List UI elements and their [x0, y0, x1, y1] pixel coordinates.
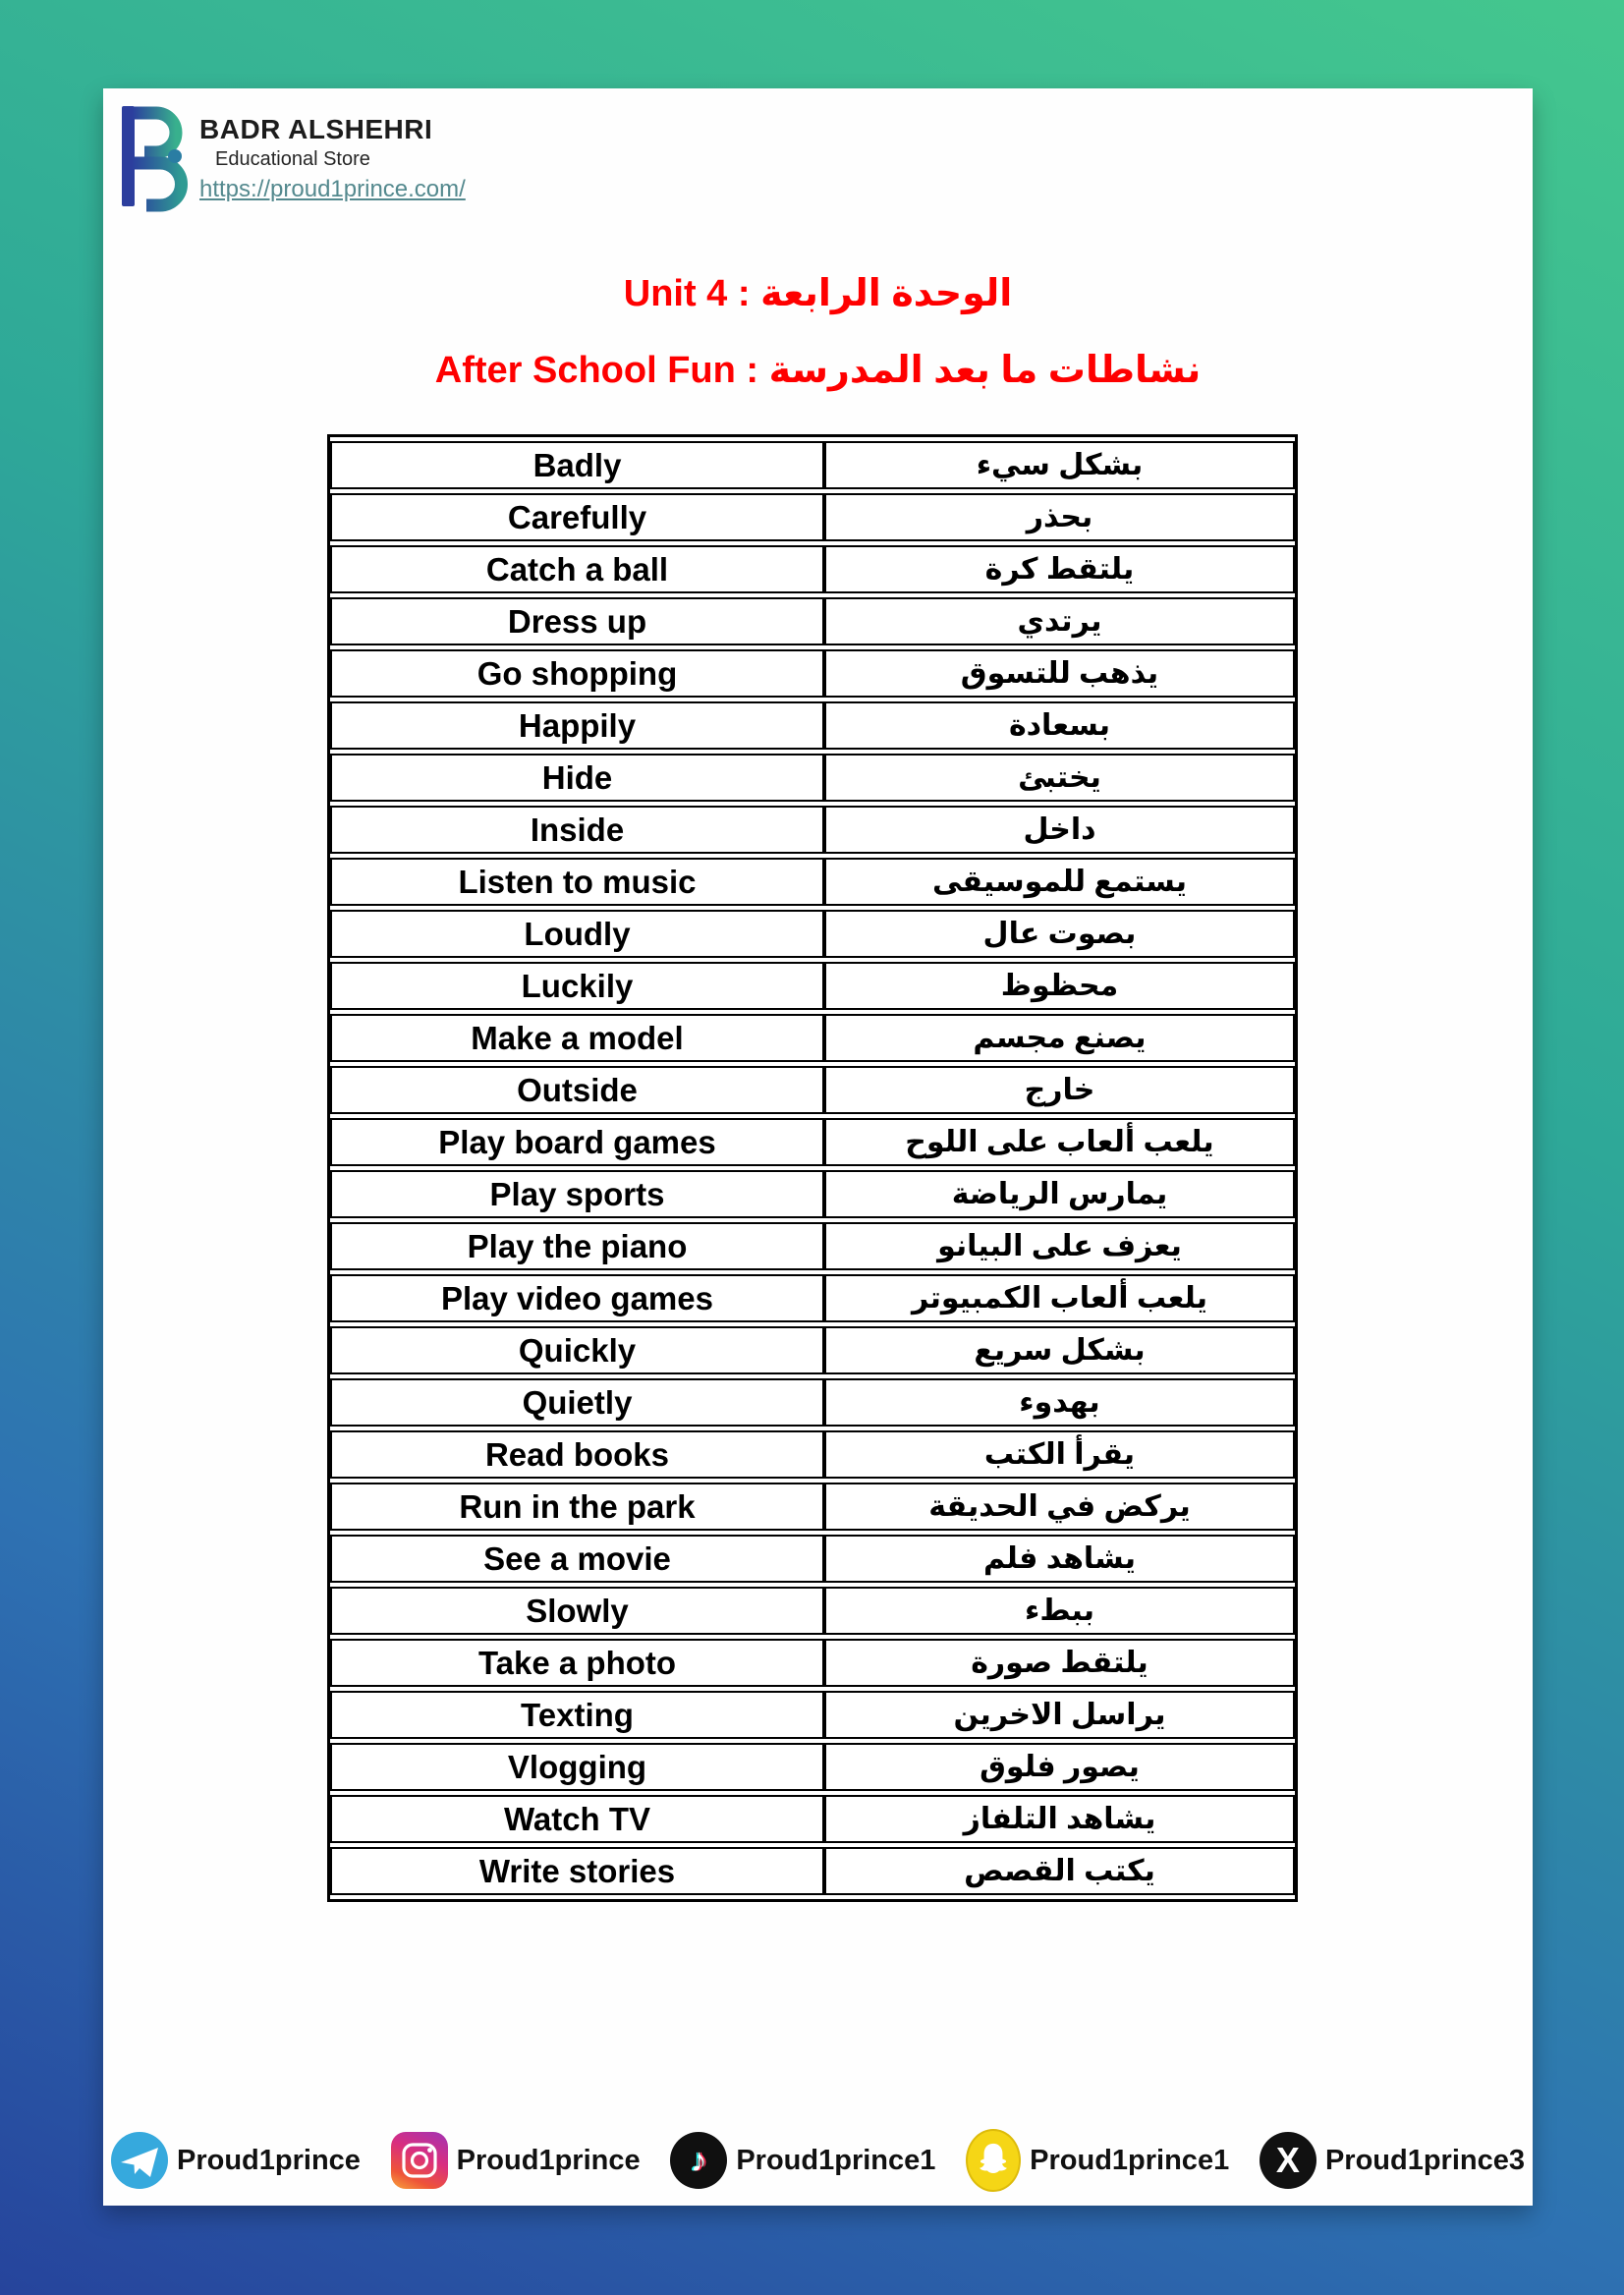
- english-term: Catch a ball: [330, 545, 824, 593]
- english-term: Read books: [330, 1430, 824, 1479]
- arabic-translation: يعزف على البيانو: [824, 1222, 1295, 1270]
- vocab-table-body: [330, 441, 1295, 1895]
- table-row: [330, 597, 1295, 645]
- english-term: Quickly: [330, 1326, 824, 1374]
- table-row: [330, 701, 1295, 750]
- x-handle: Proud1prince3: [1324, 2144, 1525, 2176]
- english-term: Write stories: [330, 1847, 824, 1895]
- table-row: [330, 754, 1295, 802]
- arabic-translation: يلتقط كرة: [824, 545, 1295, 593]
- table-row: [330, 1639, 1295, 1687]
- table-row: [330, 1326, 1295, 1374]
- english-term: Dress up: [330, 597, 824, 645]
- table-row: [330, 1743, 1295, 1791]
- arabic-translation: يلعب ألعاب الكمبيوتر: [824, 1274, 1295, 1322]
- table-row: [330, 1222, 1295, 1270]
- table-row: [330, 1274, 1295, 1322]
- english-term: Play board games: [330, 1118, 824, 1166]
- arabic-translation: بسعادة: [824, 701, 1295, 750]
- arabic-translation: يصنع مجسم: [824, 1014, 1295, 1062]
- brand-subtitle: Educational Store: [215, 148, 370, 170]
- telegram-icon: [111, 2132, 168, 2189]
- english-term: Run in the park: [330, 1483, 824, 1531]
- table-row: [330, 1847, 1295, 1895]
- social-footer: [111, 2125, 1525, 2196]
- english-term: Luckily: [330, 962, 824, 1010]
- arabic-translation: بحذر: [824, 493, 1295, 541]
- table-row: [330, 858, 1295, 906]
- social-snapchat: [966, 2129, 1229, 2192]
- arabic-translation: بشكل سيء: [824, 441, 1295, 489]
- x-icon: X: [1260, 2132, 1316, 2189]
- english-term: Play the piano: [330, 1222, 824, 1270]
- arabic-translation: يشاهد التلفاز: [824, 1795, 1295, 1843]
- snapchat-handle: Proud1prince1: [1030, 2144, 1230, 2176]
- arabic-translation: يلعب ألعاب على اللوح: [824, 1118, 1295, 1166]
- arabic-translation: يركض في الحديقة: [824, 1483, 1295, 1531]
- lesson-title: نشاطات ما بعد المدرسة : After School Fun: [434, 350, 1202, 391]
- instagram-handle: Proud1prince: [456, 2144, 641, 2176]
- english-term: See a movie: [330, 1535, 824, 1583]
- table-row: [330, 962, 1295, 1010]
- table-row: [330, 1691, 1295, 1739]
- telegram-handle: Proud1prince: [177, 2144, 361, 2176]
- english-term: Take a photo: [330, 1639, 824, 1687]
- english-term: Outside: [330, 1066, 824, 1114]
- english-term: Go shopping: [330, 649, 824, 698]
- social-tiktok: [670, 2132, 935, 2189]
- arabic-translation: يشاهد فلم: [824, 1535, 1295, 1583]
- table-row: [330, 1170, 1295, 1218]
- arabic-translation: ببطء: [824, 1587, 1295, 1635]
- table-row: [330, 1066, 1295, 1114]
- arabic-translation: محظوظ: [824, 962, 1295, 1010]
- english-term: Quietly: [330, 1378, 824, 1427]
- arabic-translation: يذهب للتسوق: [824, 649, 1295, 698]
- arabic-translation: يستمع للموسيقى: [824, 858, 1295, 906]
- english-term: Badly: [330, 441, 824, 489]
- snapchat-icon: [966, 2129, 1021, 2192]
- arabic-translation: بصوت عال: [824, 910, 1295, 958]
- english-term: Happily: [330, 701, 824, 750]
- table-row: [330, 1483, 1295, 1531]
- arabic-translation: بهدوء: [824, 1378, 1295, 1427]
- document-page: [103, 88, 1533, 2206]
- instagram-icon: [391, 2132, 448, 2189]
- social-telegram: [111, 2132, 361, 2189]
- arabic-translation: يصور فلوق: [824, 1743, 1295, 1791]
- table-row: [330, 545, 1295, 593]
- english-term: Vlogging: [330, 1743, 824, 1791]
- brand-logo-icon: [119, 100, 192, 212]
- brand-name: BADR ALSHEHRI: [199, 114, 433, 144]
- table-row: [330, 649, 1295, 698]
- table-row: [330, 1535, 1295, 1583]
- table-row: [330, 1587, 1295, 1635]
- arabic-translation: يختبئ: [824, 754, 1295, 802]
- table-row: [330, 910, 1295, 958]
- english-term: Hide: [330, 754, 824, 802]
- website-link[interactable]: https://proud1prince.com/: [199, 176, 466, 202]
- vocab-table: [327, 434, 1298, 1902]
- table-row: [330, 1014, 1295, 1062]
- table-row: [330, 1118, 1295, 1166]
- social-x: [1260, 2132, 1525, 2189]
- english-term: Inside: [330, 806, 824, 854]
- english-term: Carefully: [330, 493, 824, 541]
- arabic-translation: يرتدي: [824, 597, 1295, 645]
- english-term: Play sports: [330, 1170, 824, 1218]
- social-instagram: [391, 2132, 641, 2189]
- arabic-translation: خارج: [824, 1066, 1295, 1114]
- arabic-translation: داخل: [824, 806, 1295, 854]
- english-term: Play video games: [330, 1274, 824, 1322]
- table-row: [330, 1795, 1295, 1843]
- table-row: [330, 441, 1295, 489]
- english-term: Watch TV: [330, 1795, 824, 1843]
- english-term: Slowly: [330, 1587, 824, 1635]
- tiktok-handle: Proud1prince1: [736, 2144, 936, 2176]
- arabic-translation: يلتقط صورة: [824, 1639, 1295, 1687]
- table-row: [330, 1430, 1295, 1479]
- english-term: Loudly: [330, 910, 824, 958]
- english-term: Listen to music: [330, 858, 824, 906]
- arabic-translation: بشكل سريع: [824, 1326, 1295, 1374]
- arabic-translation: يراسل الاخرين: [824, 1691, 1295, 1739]
- table-row: [330, 806, 1295, 854]
- table-row: [330, 493, 1295, 541]
- tiktok-icon: ♪: [670, 2132, 727, 2189]
- english-term: Make a model: [330, 1014, 824, 1062]
- arabic-translation: يقرأ الكتب: [824, 1430, 1295, 1479]
- arabic-translation: يكتب القصص: [824, 1847, 1295, 1895]
- english-term: Texting: [330, 1691, 824, 1739]
- table-row: [330, 1378, 1295, 1427]
- unit-title: الوحدة الرابعة : Unit 4: [623, 273, 1013, 314]
- arabic-translation: يمارس الرياضة: [824, 1170, 1295, 1218]
